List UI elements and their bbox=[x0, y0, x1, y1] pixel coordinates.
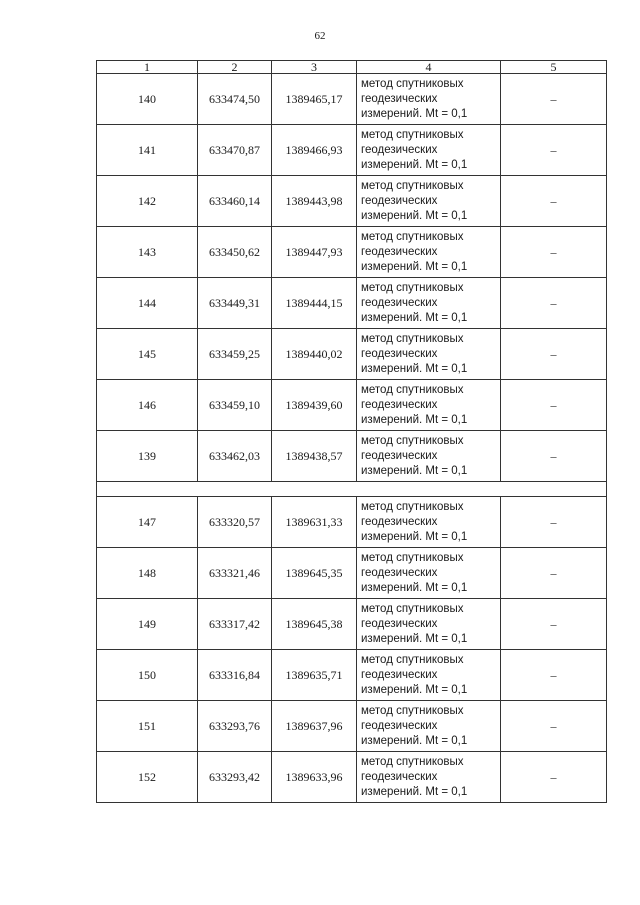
note-cell: – bbox=[501, 227, 607, 278]
point-number-cell: 146 bbox=[97, 380, 198, 431]
note-cell: – bbox=[501, 125, 607, 176]
y-coordinate-cell: 1389439,60 bbox=[272, 380, 357, 431]
column-header-4: 4 bbox=[357, 61, 501, 74]
note-cell: – bbox=[501, 176, 607, 227]
table-row bbox=[97, 329, 607, 380]
column-header-3: 3 bbox=[272, 61, 357, 74]
x-coordinate-cell: 633450,62 bbox=[198, 227, 272, 278]
separator-cell bbox=[97, 482, 607, 497]
group-separator-row bbox=[97, 482, 607, 497]
x-coordinate-cell: 633320,57 bbox=[198, 497, 272, 548]
method-cell: метод спутниковых геодезических измерений. Mt = 0,1 bbox=[357, 125, 501, 176]
x-coordinate-cell: 633459,10 bbox=[198, 380, 272, 431]
y-coordinate-cell: 1389631,33 bbox=[272, 497, 357, 548]
method-cell: метод спутниковых геодезических измерений. Mt = 0,1 bbox=[357, 176, 501, 227]
note-cell: – bbox=[501, 329, 607, 380]
note-cell: – bbox=[501, 650, 607, 701]
table-row bbox=[97, 125, 607, 176]
x-coordinate-cell: 633293,42 bbox=[198, 752, 272, 803]
note-cell: – bbox=[501, 599, 607, 650]
method-cell: метод спутниковых геодезических измерений. Mt = 0,1 bbox=[357, 329, 501, 380]
x-coordinate-cell: 633460,14 bbox=[198, 176, 272, 227]
note-cell: – bbox=[501, 278, 607, 329]
method-cell: метод спутниковых геодезических измерений. Mt = 0,1 bbox=[357, 752, 501, 803]
y-coordinate-cell: 1389637,96 bbox=[272, 701, 357, 752]
method-cell: метод спутниковых геодезических измерений. Mt = 0,1 bbox=[357, 227, 501, 278]
y-coordinate-cell: 1389438,57 bbox=[272, 431, 357, 482]
y-coordinate-cell: 1389447,93 bbox=[272, 227, 357, 278]
point-number-cell: 140 bbox=[97, 74, 198, 125]
point-number-cell: 142 bbox=[97, 176, 198, 227]
table-row bbox=[97, 227, 607, 278]
column-header-5: 5 bbox=[501, 61, 607, 74]
y-coordinate-cell: 1389633,96 bbox=[272, 752, 357, 803]
table-row bbox=[97, 431, 607, 482]
table-header-row bbox=[97, 61, 607, 74]
point-number-cell: 151 bbox=[97, 701, 198, 752]
table-row bbox=[97, 599, 607, 650]
y-coordinate-cell: 1389443,98 bbox=[272, 176, 357, 227]
x-coordinate-cell: 633321,46 bbox=[198, 548, 272, 599]
point-number-cell: 141 bbox=[97, 125, 198, 176]
x-coordinate-cell: 633449,31 bbox=[198, 278, 272, 329]
method-cell: метод спутниковых геодезических измерений. Mt = 0,1 bbox=[357, 74, 501, 125]
table-row bbox=[97, 548, 607, 599]
x-coordinate-cell: 633462,03 bbox=[198, 431, 272, 482]
y-coordinate-cell: 1389645,35 bbox=[272, 548, 357, 599]
x-coordinate-cell: 633470,87 bbox=[198, 125, 272, 176]
point-number-cell: 139 bbox=[97, 431, 198, 482]
point-number-cell: 143 bbox=[97, 227, 198, 278]
method-cell: метод спутниковых геодезических измерений. Mt = 0,1 bbox=[357, 497, 501, 548]
table-row bbox=[97, 701, 607, 752]
y-coordinate-cell: 1389645,38 bbox=[272, 599, 357, 650]
point-number-cell: 152 bbox=[97, 752, 198, 803]
note-cell: – bbox=[501, 497, 607, 548]
column-header-2: 2 bbox=[198, 61, 272, 74]
x-coordinate-cell: 633316,84 bbox=[198, 650, 272, 701]
note-cell: – bbox=[501, 752, 607, 803]
x-coordinate-cell: 633474,50 bbox=[198, 74, 272, 125]
table-row bbox=[97, 176, 607, 227]
note-cell: – bbox=[501, 701, 607, 752]
point-number-cell: 145 bbox=[97, 329, 198, 380]
x-coordinate-cell: 633293,76 bbox=[198, 701, 272, 752]
method-cell: метод спутниковых геодезических измерений. Mt = 0,1 bbox=[357, 431, 501, 482]
note-cell: – bbox=[501, 548, 607, 599]
note-cell: – bbox=[501, 380, 607, 431]
table-row bbox=[97, 752, 607, 803]
table-row bbox=[97, 650, 607, 701]
page-number: 62 bbox=[314, 30, 326, 42]
table-row bbox=[97, 278, 607, 329]
method-cell: метод спутниковых геодезических измерений. Mt = 0,1 bbox=[357, 548, 501, 599]
point-number-cell: 150 bbox=[97, 650, 198, 701]
point-number-cell: 144 bbox=[97, 278, 198, 329]
y-coordinate-cell: 1389444,15 bbox=[272, 278, 357, 329]
table-row bbox=[97, 380, 607, 431]
point-number-cell: 148 bbox=[97, 548, 198, 599]
point-number-cell: 147 bbox=[97, 497, 198, 548]
y-coordinate-cell: 1389635,71 bbox=[272, 650, 357, 701]
method-cell: метод спутниковых геодезических измерений. Mt = 0,1 bbox=[357, 599, 501, 650]
method-cell: метод спутниковых геодезических измерений. Mt = 0,1 bbox=[357, 701, 501, 752]
y-coordinate-cell: 1389465,17 bbox=[272, 74, 357, 125]
x-coordinate-cell: 633317,42 bbox=[198, 599, 272, 650]
method-cell: метод спутниковых геодезических измерений. Mt = 0,1 bbox=[357, 380, 501, 431]
column-header-1: 1 bbox=[97, 61, 198, 74]
method-cell: метод спутниковых геодезических измерений. Mt = 0,1 bbox=[357, 650, 501, 701]
note-cell: – bbox=[501, 74, 607, 125]
x-coordinate-cell: 633459,25 bbox=[198, 329, 272, 380]
y-coordinate-cell: 1389466,93 bbox=[272, 125, 357, 176]
table-row bbox=[97, 74, 607, 125]
point-number-cell: 149 bbox=[97, 599, 198, 650]
coordinates-table bbox=[96, 60, 607, 803]
method-cell: метод спутниковых геодезических измерений. Mt = 0,1 bbox=[357, 278, 501, 329]
y-coordinate-cell: 1389440,02 bbox=[272, 329, 357, 380]
table-row bbox=[97, 497, 607, 548]
note-cell: – bbox=[501, 431, 607, 482]
